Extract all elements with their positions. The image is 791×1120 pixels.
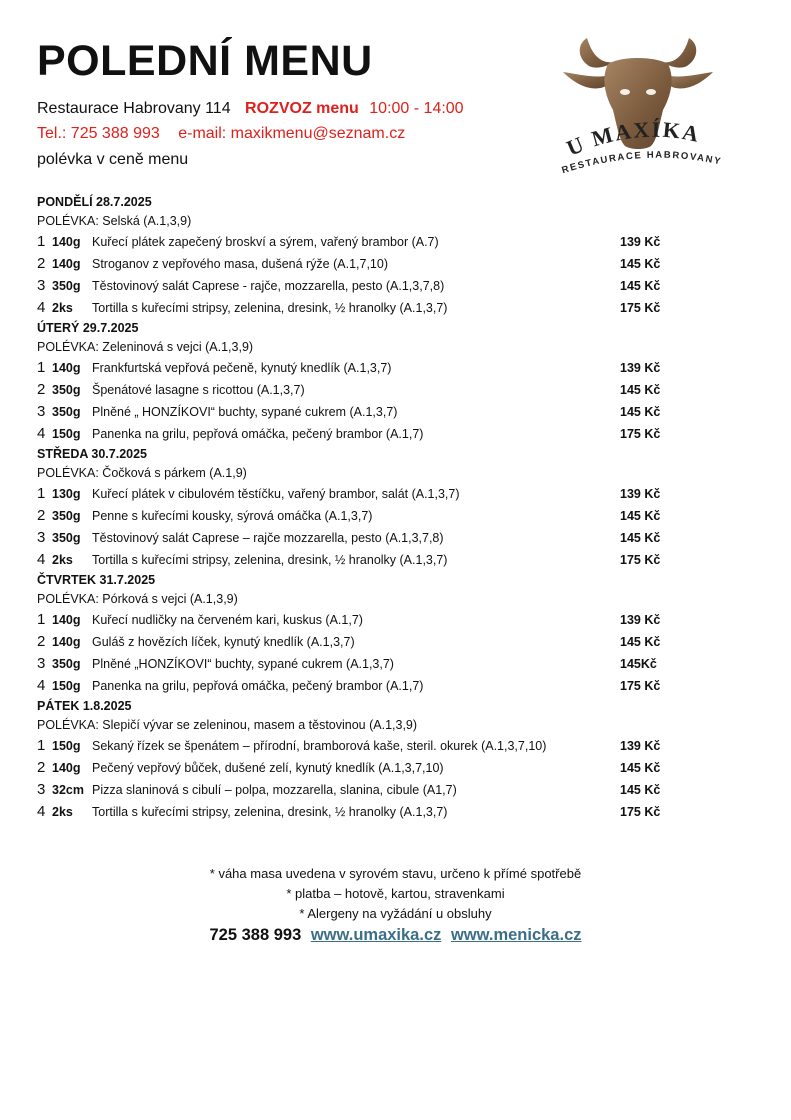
item-description: Kuřecí nudličky na červeném kari, kuskus (A.1,7) — [92, 613, 363, 627]
soup-line: POLÉVKA: Zeleninová s vejci (A.1,3,9) — [37, 340, 254, 354]
item-description: Plněné „ HONZÍKOVI“ buchty, sypané cukrem (A.1,3,7) — [92, 405, 398, 419]
item-description: Pečený vepřový bůček, dušené zelí, kynutý knedlík (A.1,3,7,10) — [92, 761, 444, 775]
item-price: 145 Kč — [620, 279, 661, 293]
menu-item — [37, 401, 677, 423]
item-price: 145 Kč — [620, 783, 661, 797]
item-number: 2 — [37, 759, 46, 776]
item-number: 1 — [37, 737, 46, 754]
item-description: Kuřecí plátek v cibulovém těstíčku, vařený brambor, salát (A.1,3,7) — [92, 487, 460, 501]
phone-number: Tel.: 725 388 993 — [37, 125, 160, 142]
item-weight: 32cm — [52, 783, 84, 797]
item-description: Frankfurtská vepřová pečeně, kynutý knedlík (A.1,3,7) — [92, 361, 392, 375]
item-description: Stroganov z vepřového masa, dušená rýže (A.1,7,10) — [92, 257, 388, 271]
page-title: POLEDNÍ MENU — [37, 37, 373, 85]
soup-note: polévka v ceně menu — [37, 151, 189, 168]
day-title: PONDĚLÍ 28.7.2025 — [37, 195, 152, 209]
item-number: 3 — [37, 781, 46, 798]
day-section — [37, 319, 677, 445]
restaurant-address: Restaurace Habrovany 114 — [37, 100, 231, 117]
item-number: 3 — [37, 277, 46, 294]
item-number: 4 — [37, 299, 46, 316]
item-price: 175 Kč — [620, 805, 661, 819]
menu-item — [37, 779, 677, 801]
footer-note-payment: * platba – hotově, kartou, stravenkami — [286, 886, 505, 901]
day-section — [37, 193, 677, 319]
item-weight: 140g — [52, 613, 81, 627]
website-link-umaxika[interactable]: www.umaxika.cz — [310, 926, 442, 944]
item-number: 4 — [37, 551, 46, 568]
email-address: e-mail: maxikmenu@seznam.cz — [178, 125, 406, 142]
footer-phone: 725 388 993 — [209, 926, 302, 944]
item-weight: 130g — [52, 487, 81, 501]
menu-item — [37, 801, 677, 823]
item-price: 145 Kč — [620, 635, 661, 649]
item-number: 1 — [37, 359, 46, 376]
item-number: 3 — [37, 529, 46, 546]
soup-line: POLÉVKA: Slepičí vývar se zeleninou, masem a těstovinou (A.1,3,9) — [37, 718, 418, 732]
item-number: 1 — [37, 611, 46, 628]
menu-item — [37, 231, 677, 253]
menu-list — [37, 193, 677, 823]
item-price: 145 Kč — [620, 405, 661, 419]
item-weight: 350g — [52, 509, 81, 523]
delivery-label: ROZVOZ menu — [245, 100, 359, 117]
item-number: 2 — [37, 507, 46, 524]
item-number: 1 — [37, 485, 46, 502]
item-price: 139 Kč — [620, 235, 661, 249]
item-number: 2 — [37, 255, 46, 272]
item-price: 139 Kč — [620, 361, 661, 375]
item-description: Tortilla s kuřecími stripsy, zelenina, dresink, ½ hranolky (A.1,3,7) — [92, 805, 448, 819]
item-weight: 140g — [52, 635, 81, 649]
footer-contact — [0, 926, 791, 945]
footer-note-weight: * váha masa uvedena v syrovém stavu, určeno k přímé spotřebě — [209, 866, 582, 881]
menu-item — [37, 609, 677, 631]
soup-line: POLÉVKA: Pórková s vejci (A.1,3,9) — [37, 592, 238, 606]
day-section — [37, 571, 677, 697]
item-weight: 150g — [52, 739, 81, 753]
item-number: 4 — [37, 803, 46, 820]
footer-note-allergens: * Alergeny na vyžádání u obsluhy — [299, 906, 492, 921]
item-description: Pizza slaninová s cibulí – polpa, mozzarella, slanina, cibule (A1,7) — [92, 783, 457, 797]
item-description: Těstovinový salát Caprese – rajče mozzarella, pesto (A.1,3,7,8) — [92, 531, 444, 545]
item-weight: 140g — [52, 235, 81, 249]
item-weight: 140g — [52, 761, 81, 775]
item-weight: 2ks — [52, 301, 73, 315]
soup-line: POLÉVKA: Selská (A.1,3,9) — [37, 214, 192, 228]
menu-item — [37, 297, 677, 319]
menu-item — [37, 253, 677, 275]
item-weight: 140g — [52, 361, 81, 375]
menu-item — [37, 757, 677, 779]
website-link-menicka[interactable]: www.menicka.cz — [450, 926, 582, 944]
address-line — [37, 101, 464, 117]
menu-item — [37, 379, 677, 401]
menu-item — [37, 527, 677, 549]
menu-item — [37, 483, 677, 505]
item-description: Guláš z hovězích líček, kynutý knedlík (A.1,3,7) — [92, 635, 355, 649]
logo-name: U MAXÍKA — [562, 116, 703, 161]
item-price: 175 Kč — [620, 553, 661, 567]
item-weight: 350g — [52, 405, 81, 419]
item-price: 145 Kč — [620, 383, 661, 397]
item-weight: 350g — [52, 383, 81, 397]
menu-item — [37, 675, 677, 697]
item-number: 4 — [37, 677, 46, 694]
item-weight: 140g — [52, 257, 81, 271]
item-price: 145Kč — [620, 657, 657, 671]
item-description: Špenátové lasagne s ricottou (A.1,3,7) — [92, 383, 305, 397]
item-description: Tortilla s kuřecími stripsy, zelenina, dresink, ½ hranolky (A.1,3,7) — [92, 553, 448, 567]
logo-subtitle: RESTAURACE HABROVANY — [560, 149, 723, 177]
item-description: Sekaný řízek se špenátem – přírodní, bramborová kaše, steril. okurek (A.1,3,7,10) — [92, 739, 547, 753]
item-number: 2 — [37, 633, 46, 650]
item-price: 145 Kč — [620, 509, 661, 523]
contact-line — [37, 126, 405, 142]
day-title: STŘEDA 30.7.2025 — [37, 447, 148, 461]
item-description: Panenka na grilu, pepřová omáčka, pečený brambor (A.1,7) — [92, 679, 424, 693]
menu-item — [37, 653, 677, 675]
item-number: 3 — [37, 403, 46, 420]
item-price: 145 Kč — [620, 761, 661, 775]
day-section — [37, 697, 677, 823]
item-weight: 2ks — [52, 553, 73, 567]
menu-item — [37, 735, 677, 757]
item-number: 1 — [37, 233, 46, 250]
item-description: Tortilla s kuřecími stripsy, zelenina, dresink, ½ hranolky (A.1,3,7) — [92, 301, 448, 315]
menu-item — [37, 275, 677, 297]
menu-item — [37, 357, 677, 379]
item-weight: 150g — [52, 427, 81, 441]
menu-item — [37, 423, 677, 445]
restaurant-logo — [553, 34, 733, 192]
item-weight: 350g — [52, 531, 81, 545]
delivery-hours: 10:00 - 14:00 — [369, 100, 464, 117]
item-description: Penne s kuřecími kousky, sýrová omáčka (A.1,3,7) — [92, 509, 373, 523]
soup-line: POLÉVKA: Čočková s párkem (A.1,9) — [37, 466, 247, 480]
item-description: Kuřecí plátek zapečený broskví a sýrem, vařený brambor (A.7) — [92, 235, 439, 249]
day-title: PÁTEK 1.8.2025 — [37, 699, 132, 713]
item-weight: 2ks — [52, 805, 73, 819]
item-weight: 350g — [52, 657, 81, 671]
item-description: Panenka na grilu, pepřová omáčka, pečený brambor (A.1,7) — [92, 427, 424, 441]
item-price: 145 Kč — [620, 257, 661, 271]
item-number: 2 — [37, 381, 46, 398]
item-price: 175 Kč — [620, 301, 661, 315]
day-section — [37, 445, 677, 571]
day-title: ČTVRTEK 31.7.2025 — [37, 573, 156, 587]
item-price: 145 Kč — [620, 531, 661, 545]
item-price: 139 Kč — [620, 739, 661, 753]
day-title: ÚTERÝ 29.7.2025 — [37, 321, 139, 335]
item-weight: 150g — [52, 679, 81, 693]
menu-item — [37, 549, 677, 571]
item-price: 175 Kč — [620, 427, 661, 441]
item-price: 139 Kč — [620, 487, 661, 501]
menu-item — [37, 505, 677, 527]
menu-item — [37, 631, 677, 653]
item-description: Plněné „HONZÍKOVI“ buchty, sypané cukrem (A.1,3,7) — [92, 657, 394, 671]
item-number: 4 — [37, 425, 46, 442]
item-number: 3 — [37, 655, 46, 672]
item-price: 175 Kč — [620, 679, 661, 693]
item-price: 139 Kč — [620, 613, 661, 627]
item-weight: 350g — [52, 279, 81, 293]
item-description: Těstovinový salát Caprese - rajče, mozzarella, pesto (A.1,3,7,8) — [92, 279, 445, 293]
